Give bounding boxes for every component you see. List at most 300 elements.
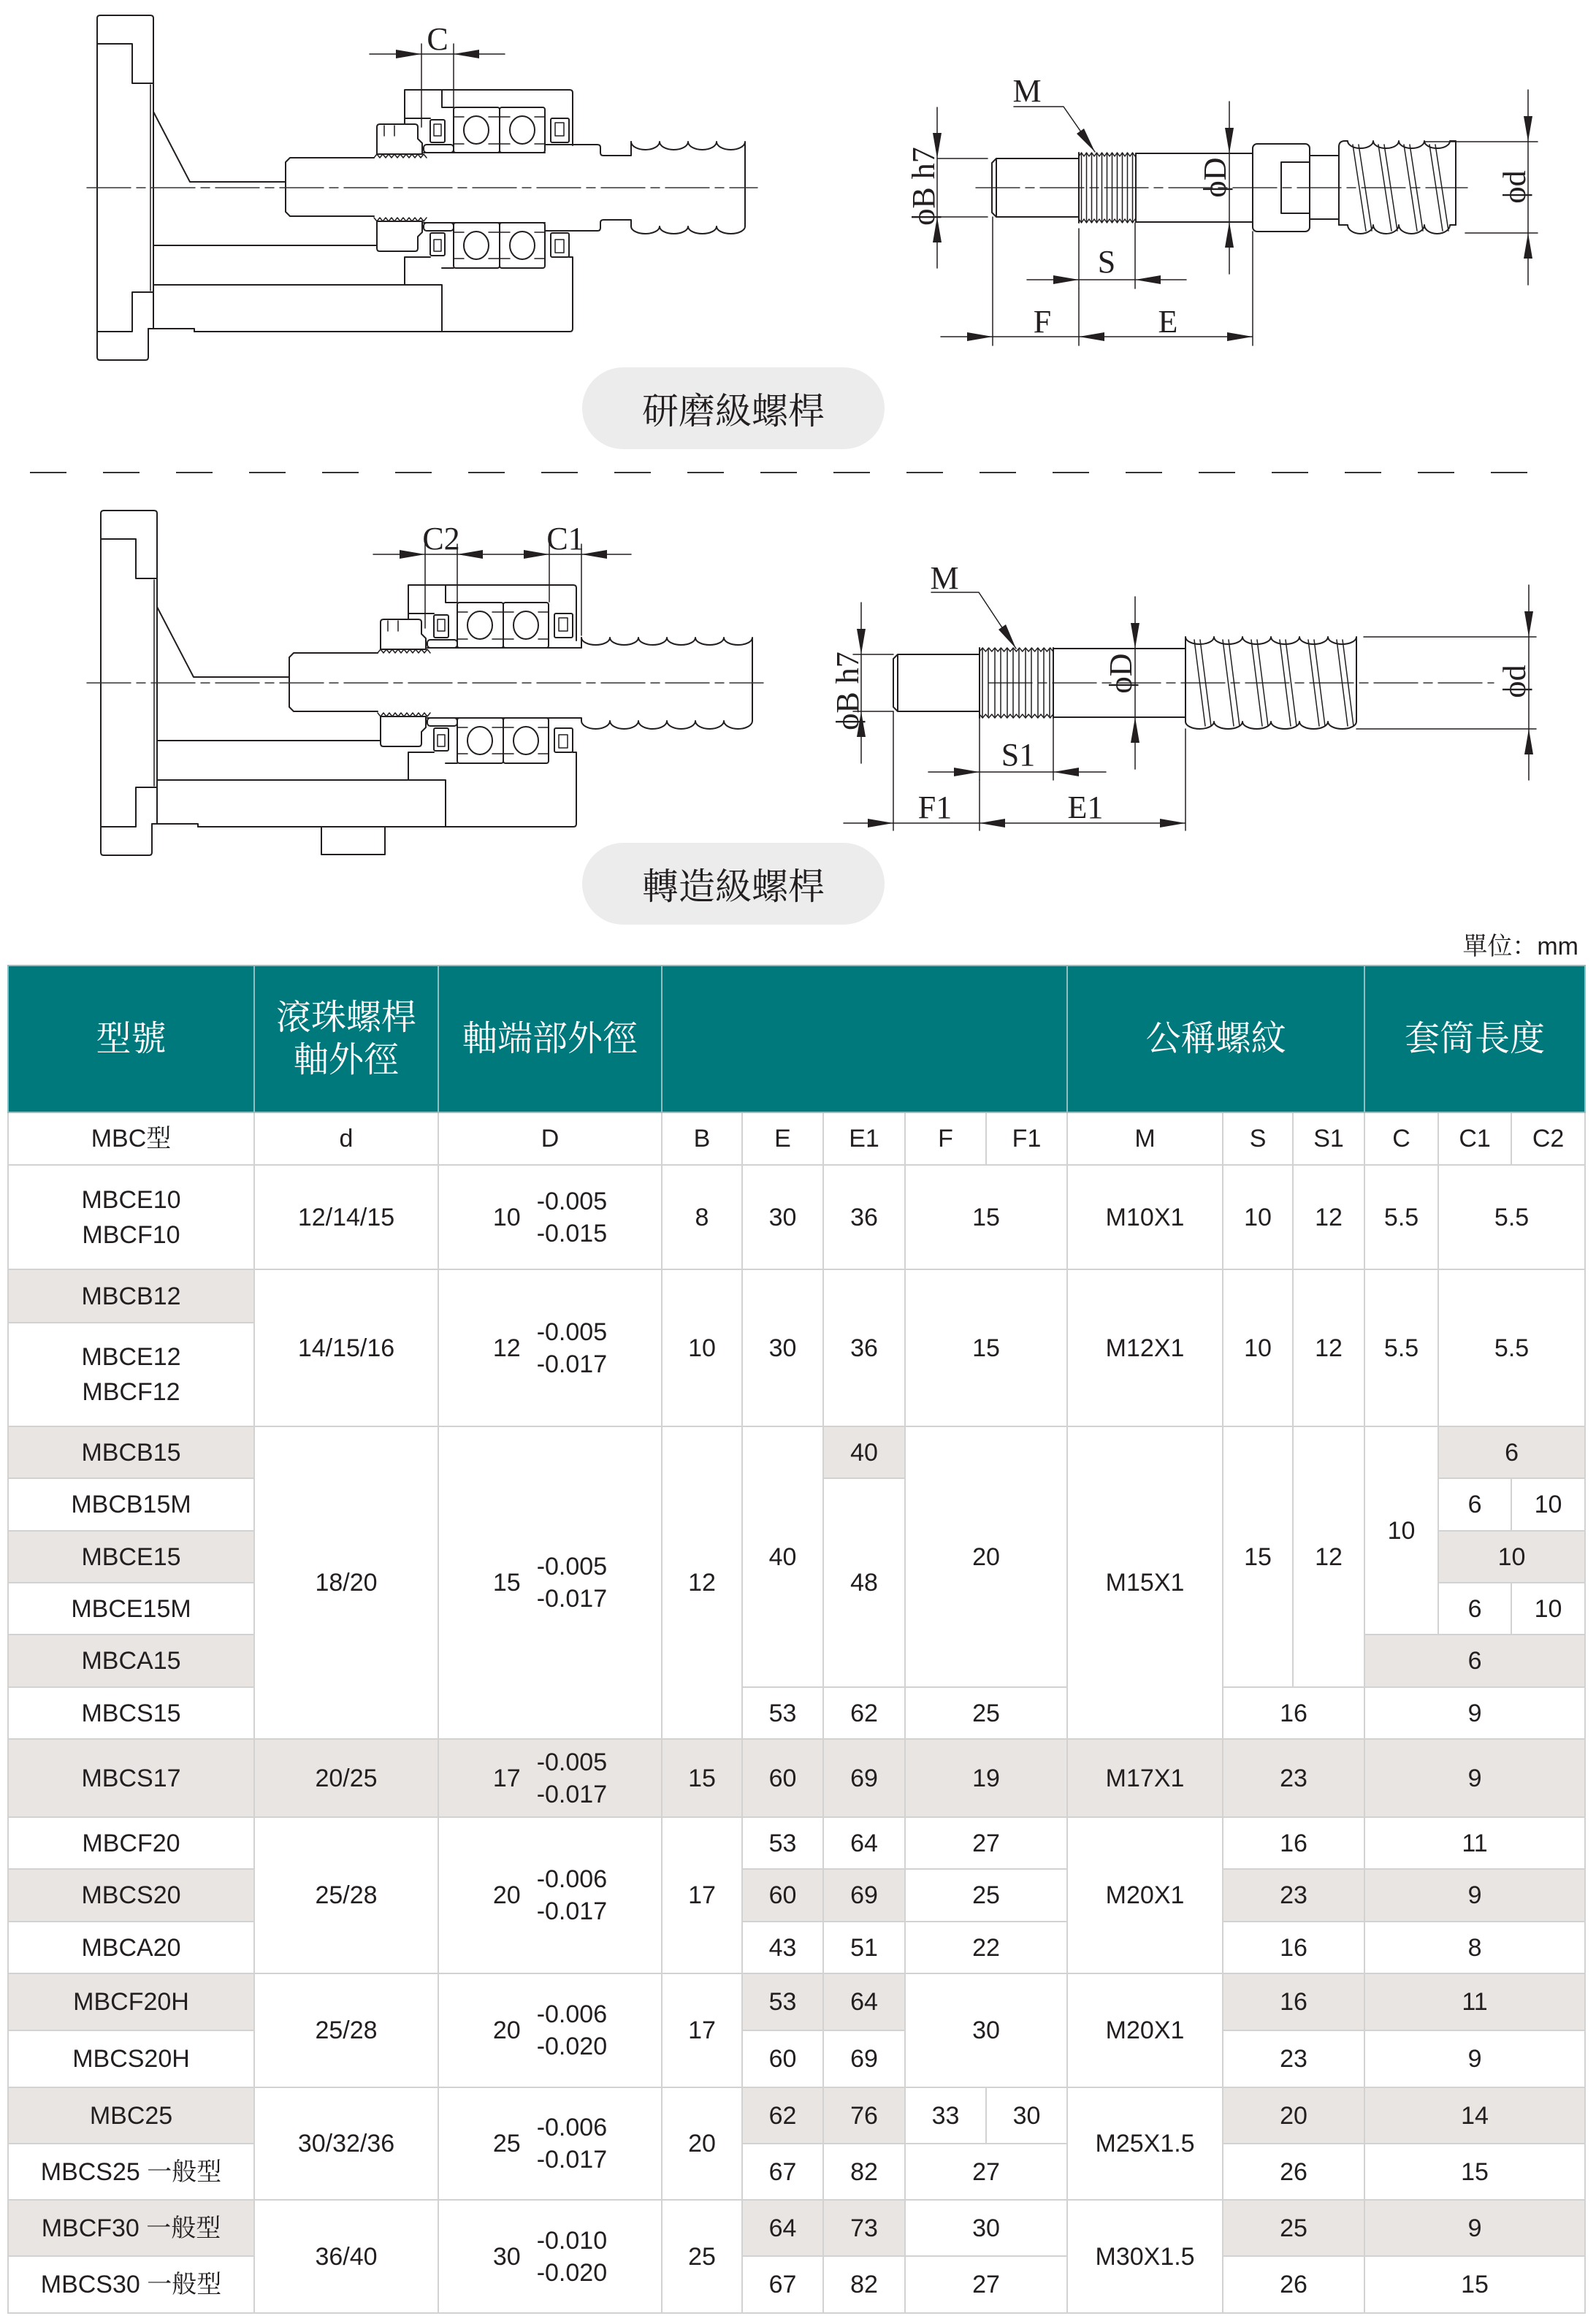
dimension-label-e: E: [1158, 304, 1178, 340]
cell-c1: 6: [1438, 1583, 1511, 1635]
cell-b: 12: [662, 1426, 742, 1739]
cell-e: 30: [742, 1269, 823, 1426]
cell-model: MBCF30 一般型: [8, 2200, 254, 2256]
cell-model: MBC25: [8, 2087, 254, 2144]
housing-stroke: [405, 257, 430, 285]
cell-e: 53: [742, 1973, 823, 2030]
cell-model: MBCF20: [8, 1817, 254, 1869]
cell-e1: 82: [823, 2144, 905, 2200]
upper-tolerance: -0.005: [536, 1553, 608, 1580]
thread-leader-m: [1012, 73, 1095, 152]
column-label-f1: F1: [986, 1112, 1067, 1165]
lock-thread-stroke: [374, 218, 427, 221]
seals-stroke: [551, 118, 569, 142]
cell-e1: 69: [823, 1869, 905, 1922]
cell-thread-m: M10X1: [1067, 1165, 1223, 1269]
arrowhead: [1225, 222, 1234, 248]
dimension-label-c1: C1: [546, 521, 584, 557]
tolerance: [537, 2111, 607, 2176]
cell-s: 23: [1223, 1869, 1364, 1922]
bearing-lower-left-stroke: [464, 232, 489, 259]
grade-label-grinding: [582, 367, 885, 449]
cell-c: 9: [1364, 2030, 1585, 2087]
flange-taper: [153, 112, 286, 182]
rolled-screw-shaft-stroke: [549, 718, 581, 721]
arrowhead: [1079, 332, 1104, 341]
bearing-lower-left-stroke: [454, 232, 500, 259]
dimension-label-journal-d: ϕD: [1197, 157, 1233, 198]
arrowhead: [980, 819, 1005, 827]
seals-stroke: [424, 145, 454, 153]
cell-line: 滾珠螺桿: [275, 998, 416, 1037]
cell-b: 10: [662, 1269, 742, 1426]
cell-e1: 62: [823, 1687, 905, 1739]
thread-m-stroke: [980, 714, 1053, 718]
cell-f: 27: [905, 2144, 1067, 2200]
cell-f: 30: [905, 1973, 1067, 2087]
flange-stroke: [97, 44, 153, 83]
toleranced-value: [439, 1316, 661, 1380]
thread-leader-m-stroke: [931, 592, 1016, 649]
column-label-b: B: [662, 1112, 742, 1165]
cell-e: 40: [742, 1426, 823, 1687]
bearing-upper-right-stroke: [510, 116, 535, 144]
dimension-label-c: C: [427, 21, 448, 57]
cell-end-dia: [438, 1739, 662, 1817]
cell-c1: 6: [1438, 1478, 1511, 1531]
cell-end-dia: [438, 1426, 662, 1739]
cell-line: MBCE10: [81, 1185, 181, 1214]
cell-model: MBCF20H: [8, 1973, 254, 2030]
cell-e: 60: [742, 1869, 823, 1922]
cell-thread-m: M12X1: [1067, 1269, 1223, 1426]
dimension-label-f: F: [1033, 304, 1052, 340]
cell-thread-m: M17X1: [1067, 1739, 1223, 1817]
dimension-f-e: [941, 217, 1253, 345]
arrowhead: [1225, 128, 1234, 153]
cell-model: MBCB15: [8, 1426, 254, 1478]
lower-tolerance: -0.017: [536, 1897, 608, 1925]
thread-leader-m-stroke: [1014, 107, 1095, 152]
table-row: [8, 2256, 1585, 2313]
dimension-label-m: M: [930, 560, 959, 596]
cell-model: MBCB15M: [8, 1478, 254, 1531]
pilot-journal: [893, 654, 980, 711]
table-row: [8, 2087, 1585, 2144]
cell-b: 25: [662, 2200, 742, 2313]
cell-model: MBCS17: [8, 1739, 254, 1817]
table-row: [8, 1922, 1585, 1973]
cell-model: MBCS20: [8, 1869, 254, 1922]
shaft-end-stroke: [286, 158, 374, 216]
table-row: [8, 1869, 1585, 1922]
grinding-screw-shaft-stroke: [631, 226, 745, 234]
arrowhead: [868, 819, 893, 827]
header-cell-nominal-thread: 公稱螺紋: [1067, 966, 1364, 1112]
arrowhead: [400, 550, 425, 559]
arrowhead: [454, 50, 479, 58]
arrowhead: [524, 550, 549, 559]
column-label-model: MBC型: [8, 1112, 254, 1165]
lock-nut-stroke: [384, 126, 394, 136]
tolerance: [537, 1998, 607, 2063]
cell-f: 15: [905, 1269, 1067, 1426]
cell-e1: 64: [823, 1973, 905, 2030]
cell-model: MBCS25 一般型: [8, 2144, 254, 2200]
grinding-screw-shaft-stroke: [545, 220, 631, 231]
toleranced-value: [439, 1998, 661, 2063]
seals-stroke: [434, 124, 441, 136]
table-row: [8, 2030, 1585, 2087]
tolerance: [537, 1551, 607, 1615]
arrowhead: [1227, 332, 1253, 341]
cell-b: 20: [662, 2087, 742, 2200]
cell-end-dia: [438, 1165, 662, 1269]
dimension-label-s1: S1: [1001, 737, 1036, 773]
bearing-lower-left: [454, 223, 500, 268]
cell-model: MBCA20: [8, 1922, 254, 1973]
column-label-screw-dia: d: [254, 1112, 438, 1165]
cell-thread-m: M15X1: [1067, 1426, 1223, 1739]
cell-end-dia: [438, 1817, 662, 1973]
toleranced-value: [439, 1863, 661, 1927]
table-row: [8, 1817, 1585, 1869]
dimension-label-screw-d: ϕd: [1497, 665, 1532, 698]
unit-label: 單位：mm: [1462, 933, 1578, 960]
cell-end-dia: [438, 1269, 662, 1426]
nominal-value: 20: [492, 2017, 521, 2044]
column-label-f: F: [905, 1112, 986, 1165]
lock-thread-stroke: [374, 154, 427, 158]
cell-b: 17: [662, 1973, 742, 2087]
cell-c: 9: [1364, 1687, 1585, 1739]
upper-tolerance: -0.005: [536, 1748, 608, 1776]
upper-tolerance: -0.005: [536, 1187, 608, 1215]
table-row: [8, 1426, 1585, 1478]
arrowhead: [967, 332, 993, 341]
toleranced-value: [439, 1551, 661, 1615]
housing-stroke: [153, 285, 442, 332]
arrowhead: [581, 550, 607, 559]
seals-stroke: [430, 120, 445, 142]
grinding-assembly-drawing: [87, 15, 757, 360]
cell-e: 62: [742, 2087, 823, 2144]
cell-e: 67: [742, 2256, 823, 2313]
cell-b: 8: [662, 1165, 742, 1269]
bearing-lower-right-stroke: [510, 232, 535, 259]
technical-drawings: [0, 0, 1596, 949]
cell-e: 64: [742, 2200, 823, 2256]
cell-e: 43: [742, 1922, 823, 1973]
cell-c: 9: [1364, 1869, 1585, 1922]
grade-label-text: 轉造級螺桿: [642, 866, 825, 907]
arrowhead: [1160, 819, 1185, 827]
dimension-label-f1: F1: [917, 790, 952, 825]
seals-stroke: [424, 223, 454, 231]
cell-c: 9: [1364, 1739, 1585, 1817]
flange-stroke: [148, 329, 194, 332]
cell-e: 53: [742, 1817, 823, 1869]
dimension-c1-c2: [373, 521, 631, 635]
cell-c1: 5.5: [1438, 1165, 1585, 1269]
cell-model: MBCS20H: [8, 2030, 254, 2087]
column-label-e1: E1: [823, 1112, 905, 1165]
cell-screw-dia: 30/32/36: [254, 2087, 438, 2200]
bearing-lower-right-stroke: [500, 232, 545, 259]
cell-c: 8: [1364, 1922, 1585, 1973]
cell-c: 9: [1364, 2200, 1585, 2256]
lower-tolerance: -0.017: [536, 1350, 608, 1378]
cell-s: 20: [1223, 2087, 1364, 2144]
seals-stroke: [551, 233, 569, 257]
thread-m: [1079, 153, 1136, 223]
cell-f: 33: [905, 2087, 986, 2144]
tolerance: [537, 1185, 607, 1250]
lock-nut-stroke: [377, 221, 422, 251]
dimension-label-journal-d: ϕD: [1103, 653, 1139, 694]
cell-e1: 76: [823, 2087, 905, 2144]
nominal-value: 20: [492, 1881, 521, 1909]
rolled-shaft-end-drawing: [830, 560, 1536, 830]
cell-e: 60: [742, 1739, 823, 1817]
cell-c: 5.5: [1364, 1269, 1438, 1426]
tolerance: [537, 1746, 607, 1811]
arrowhead: [396, 50, 421, 58]
dimension-b: [830, 603, 893, 763]
header-row: [8, 966, 1585, 1112]
rolled-assembly-drawing: [87, 511, 763, 855]
upper-tolerance: -0.010: [536, 2226, 608, 2255]
cell-s: 10: [1223, 1269, 1293, 1426]
cell-model: MBCA15: [8, 1635, 254, 1687]
upper-tolerance: -0.006: [536, 1865, 608, 1893]
arrowhead: [1053, 275, 1079, 284]
header-cell-shaft-end-diameter: 軸端部外徑: [438, 966, 662, 1112]
cell-s: 23: [1223, 1739, 1364, 1817]
arrowhead: [1053, 768, 1079, 776]
arrowhead: [1524, 729, 1533, 754]
cell-model: MBCE15M: [8, 1583, 254, 1635]
lower-tolerance: -0.017: [536, 2146, 608, 2174]
cell-e: 30: [742, 1165, 823, 1269]
cell-s: 26: [1223, 2144, 1364, 2200]
arrowhead: [1131, 717, 1139, 743]
mounting-block: [321, 827, 385, 855]
cell-c: 14: [1364, 2087, 1585, 2144]
cell-c: 15: [1364, 2256, 1585, 2313]
cell-line: MBCF10: [82, 1220, 180, 1249]
cell-s: 25: [1223, 2200, 1364, 2256]
cell-s1: 12: [1293, 1269, 1364, 1426]
cell-c: 11: [1364, 1817, 1585, 1869]
cell-s: 16: [1223, 1687, 1364, 1739]
lower-tolerance: -0.015: [536, 1219, 608, 1247]
arrowhead: [457, 550, 483, 559]
arrowhead: [1524, 611, 1533, 637]
arrowhead: [999, 624, 1016, 649]
cell-b: 17: [662, 1817, 742, 1973]
grinding-screw-shaft-stroke: [545, 142, 631, 156]
cell-c: 15: [1364, 2144, 1585, 2200]
cell-model: [8, 1165, 254, 1269]
cell-end-dia: [438, 2087, 662, 2200]
cell-e1: 36: [823, 1269, 905, 1426]
cell-c: 5.5: [1364, 1165, 1438, 1269]
grinding-screw-shaft-stroke: [631, 142, 745, 226]
column-label-e: E: [742, 1112, 823, 1165]
lower-tolerance: -0.020: [536, 2258, 608, 2287]
cell-thread-m: M20X1: [1067, 1817, 1223, 1973]
column-label-row: [8, 1112, 1585, 1165]
column-label-s1: S1: [1293, 1112, 1364, 1165]
cell-line: MBCF12: [82, 1378, 180, 1406]
cell-screw-dia: 25/28: [254, 1817, 438, 1973]
cell-c1: 5.5: [1438, 1269, 1585, 1426]
specification-table: [7, 965, 1586, 2314]
cell-f: 27: [905, 2256, 1067, 2313]
cell-s: 16: [1223, 1973, 1364, 2030]
cell-c: 11: [1364, 1973, 1585, 2030]
dimension-b: [906, 107, 988, 268]
grade-label-rolled: [582, 843, 885, 925]
bearing-upper-left-stroke: [464, 116, 489, 144]
header-cell-dimensions: [662, 966, 1067, 1112]
cell-screw-dia: 12/14/15: [254, 1165, 438, 1269]
cell-c: 6: [1364, 1635, 1585, 1687]
bearing-lower-left-stroke: [454, 223, 500, 268]
cell-e1: 69: [823, 2030, 905, 2087]
upper-tolerance: -0.005: [536, 1318, 608, 1346]
cell-e1: 51: [823, 1922, 905, 1973]
table-row: [8, 2144, 1585, 2200]
dimension-label-b: ϕB h7: [830, 651, 866, 730]
cell-b: 15: [662, 1739, 742, 1817]
table-row: [8, 1739, 1585, 1817]
cell-s1: 12: [1293, 1165, 1364, 1269]
upper-tolerance: -0.006: [536, 2000, 608, 2028]
cell-f: 25: [905, 1869, 1067, 1922]
dimension-label-m: M: [1012, 73, 1042, 109]
cell-screw-dia: 14/15/16: [254, 1269, 438, 1426]
dimension-d-upper: [1103, 597, 1139, 769]
table-row: [8, 2200, 1585, 2256]
table-row: [8, 1973, 1585, 2030]
upper-tolerance: -0.006: [536, 2114, 608, 2141]
lower-tolerance: -0.020: [536, 2033, 608, 2060]
column-label-s: S: [1223, 1112, 1293, 1165]
ball-screw-section-stroke: [1339, 141, 1456, 225]
cell-e: 67: [742, 2144, 823, 2200]
bearing-upper-right-stroke: [500, 117, 545, 144]
cell-model: MBCE15: [8, 1531, 254, 1583]
cell-end-dia: [438, 1973, 662, 2087]
lower-tolerance: -0.017: [536, 1585, 608, 1613]
cell-s: 10: [1223, 1165, 1293, 1269]
nominal-value: 12: [492, 1334, 521, 1362]
dimension-d-upper: [1197, 102, 1234, 274]
bearing-upper-right: [500, 107, 545, 153]
dimension-label-e1: E1: [1067, 790, 1104, 825]
cell-e1: 69: [823, 1739, 905, 1817]
nominal-value: 17: [492, 1764, 521, 1792]
column-label-thread-m: M: [1067, 1112, 1223, 1165]
column-label-c1: C1: [1438, 1112, 1511, 1165]
cell-s: 15: [1223, 1426, 1293, 1687]
dimension-f-e-stroke: [941, 217, 1253, 345]
toleranced-value: [439, 2225, 661, 2289]
cell-line: 軸外徑: [293, 1040, 399, 1079]
header-cell-model: 型號: [8, 966, 254, 1112]
cell-thread-m: M30X1.5: [1067, 2200, 1223, 2313]
cell-s: 16: [1223, 1817, 1364, 1869]
thread-leader-m: [930, 560, 1016, 649]
tolerance: [537, 1863, 607, 1927]
cell-f: 20: [905, 1426, 1067, 1687]
toleranced-value: [439, 1746, 661, 1811]
cell-e: 53: [742, 1687, 823, 1739]
cell-e: 60: [742, 2030, 823, 2087]
toleranced-value: [439, 1185, 661, 1250]
cell-s: 23: [1223, 2030, 1364, 2087]
arrowhead: [1524, 233, 1532, 259]
cell-f: 22: [905, 1922, 1067, 1973]
cell-model: MBCS15: [8, 1687, 254, 1739]
cell-c1: 6: [1438, 1426, 1585, 1478]
cell-c: 10: [1364, 1426, 1438, 1635]
cell-model: MBCB12: [8, 1269, 254, 1323]
table-row: [8, 1165, 1585, 1269]
nominal-value: 15: [492, 1569, 521, 1597]
arrowhead: [954, 768, 980, 776]
ball-screw-section-stroke: [1185, 637, 1356, 722]
cell-f: 30: [905, 2200, 1067, 2256]
cell-s1: 12: [1293, 1426, 1364, 1687]
cell-e1: 64: [823, 1817, 905, 1869]
bearing-lower-right-stroke: [500, 223, 545, 268]
cell-line: MBCE12: [81, 1343, 181, 1371]
cell-c2: 10: [1511, 1478, 1585, 1531]
header-cell-sleeve-length: 套筒長度: [1364, 966, 1585, 1112]
grinding-shaft-end-drawing: [906, 73, 1538, 345]
cell-f: 15: [905, 1165, 1067, 1269]
seals-stroke: [430, 233, 445, 256]
bearing-upper-left-stroke: [454, 117, 500, 144]
dimension-label-b: ϕB h7: [906, 147, 942, 226]
table-row: [8, 1269, 1585, 1323]
seals-stroke: [555, 240, 564, 253]
cell-model: [8, 1323, 254, 1426]
bearing-upper-right-stroke: [500, 107, 545, 153]
column-label-c2: C2: [1511, 1112, 1585, 1165]
arrowhead: [1524, 116, 1532, 142]
nominal-value: 30: [492, 2242, 521, 2271]
dimension-c1-c2-stroke: [373, 544, 631, 635]
header-cell-screw-shaft-diameter: [254, 966, 438, 1112]
cell-e1: 82: [823, 2256, 905, 2313]
table-row: [8, 1687, 1585, 1739]
nominal-value: 25: [492, 2130, 521, 2157]
cell-s: 16: [1223, 1922, 1364, 1973]
cell-e1: 73: [823, 2200, 905, 2256]
cell-screw-dia: 18/20: [254, 1426, 438, 1739]
cell-screw-dia: 20/25: [254, 1739, 438, 1817]
cell-e1: 48: [823, 1478, 905, 1687]
cell-f: 25: [905, 1687, 1067, 1739]
grade-label-text: 研磨級螺桿: [642, 391, 825, 432]
bearing-upper-left-stroke: [454, 107, 500, 153]
cell-f: 19: [905, 1739, 1067, 1817]
lower-tolerance: -0.017: [536, 1780, 608, 1808]
